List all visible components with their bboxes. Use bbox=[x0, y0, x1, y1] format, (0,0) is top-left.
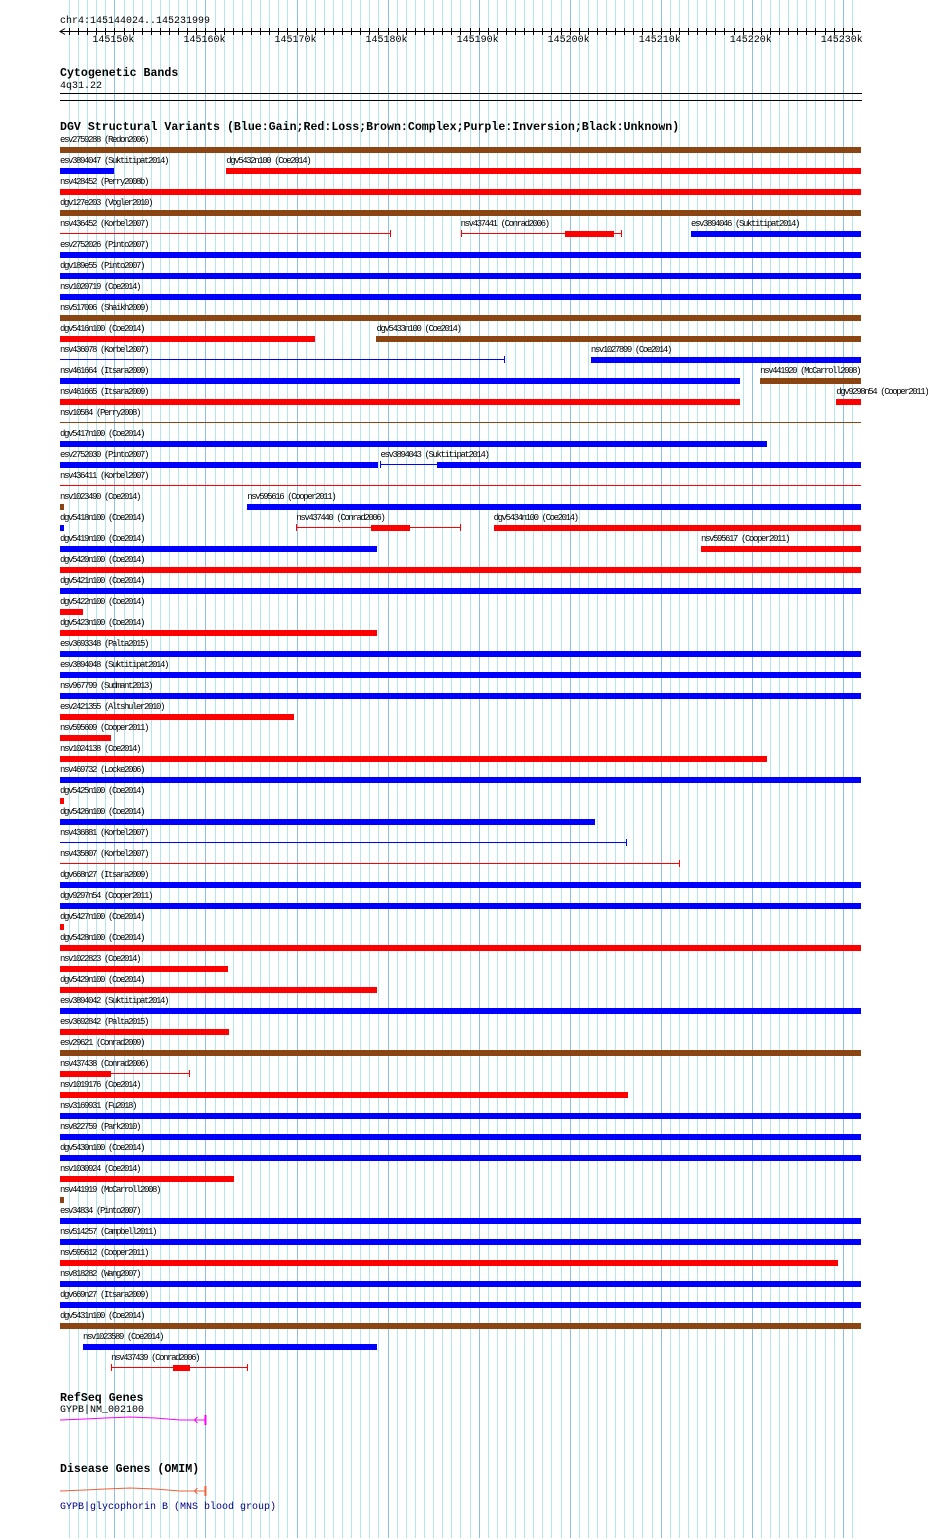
variant-label[interactable]: dgv5431n100 (Coe2014) bbox=[60, 1311, 145, 1321]
variant-label[interactable]: dgv5427n100 (Coe2014) bbox=[60, 912, 145, 922]
refseq-gene-label[interactable]: GYPB|NM_002100 bbox=[60, 1405, 145, 1416]
variant-bar[interactable] bbox=[60, 273, 861, 279]
variant-bar[interactable] bbox=[60, 672, 861, 678]
variant-label[interactable]: nsv1027899 (Coe2014) bbox=[590, 345, 671, 355]
variant-end-tick[interactable] bbox=[247, 1364, 248, 1371]
variant-end-tick[interactable] bbox=[296, 524, 297, 531]
variant-bar[interactable] bbox=[60, 693, 861, 699]
variant-bar[interactable] bbox=[376, 336, 861, 342]
variant-bar[interactable] bbox=[60, 1134, 861, 1140]
variant-label[interactable]: esv3894048 (Suktitipat2014) bbox=[60, 660, 169, 670]
variant-end-tick[interactable] bbox=[679, 860, 680, 867]
variant-label[interactable]: dgv5425n100 (Coe2014) bbox=[60, 786, 145, 796]
variant-bar[interactable] bbox=[60, 819, 595, 825]
variant-bar[interactable] bbox=[60, 399, 740, 405]
variant-bar[interactable] bbox=[60, 609, 83, 615]
variant-bar[interactable] bbox=[60, 945, 861, 951]
variant-label[interactable]: esv3894047 (Suktitipat2014) bbox=[60, 156, 169, 166]
variant-line[interactable] bbox=[60, 485, 861, 486]
variant-bar[interactable] bbox=[60, 336, 315, 342]
variant-bar[interactable] bbox=[60, 882, 861, 888]
variant-label[interactable]: dgv5417n100 (Coe2014) bbox=[60, 429, 145, 439]
variant-bar[interactable] bbox=[60, 966, 228, 972]
ruler-ticks bbox=[60, 28, 861, 35]
variant-label[interactable]: dgv9298n54 (Cooper2011) bbox=[836, 387, 928, 397]
variant-label[interactable]: nsv514257 (Campbell2011) bbox=[60, 1227, 157, 1237]
variant-bar[interactable] bbox=[60, 168, 114, 174]
variant-label[interactable]: dgv127e203 (Vogler2010) bbox=[60, 198, 153, 208]
ruler-tick-label: 145210k bbox=[638, 35, 681, 46]
variant-bar[interactable] bbox=[60, 714, 294, 720]
variant-label[interactable]: dgv5416n100 (Coe2014) bbox=[60, 324, 145, 334]
variant-bar[interactable] bbox=[60, 378, 740, 384]
variant-label[interactable]: dgv5432n100 (Coe2014) bbox=[226, 156, 311, 166]
variant-bar[interactable] bbox=[60, 756, 767, 762]
variant-label[interactable]: dgv5418n100 (Coe2014) bbox=[60, 513, 145, 523]
variant-label[interactable]: esv3894046 (Suktitipat2014) bbox=[690, 219, 799, 229]
variant-label[interactable]: esv2759288 (Redon2006) bbox=[60, 135, 149, 145]
variant-line[interactable] bbox=[60, 863, 680, 864]
variant-label[interactable]: nsv441919 (McCarroll2008) bbox=[60, 1185, 161, 1195]
variant-label[interactable]: nsv437440 (Conrad2006) bbox=[296, 513, 385, 523]
variant-end-tick[interactable] bbox=[189, 1070, 190, 1077]
variant-label[interactable]: dgv5433n100 (Coe2014) bbox=[376, 324, 461, 334]
variant-label[interactable]: nsv437438 (Conrad2006) bbox=[60, 1059, 149, 1069]
variant-bar[interactable] bbox=[60, 1092, 628, 1098]
variant-label[interactable]: nsv461665 (Itsara2009) bbox=[60, 387, 149, 397]
variant-label[interactable]: nsv822759 (Park2010) bbox=[60, 1122, 141, 1132]
variant-label[interactable]: nsv441920 (McCarroll2008) bbox=[760, 366, 861, 376]
variant-end-tick[interactable] bbox=[390, 230, 391, 237]
variant-bar[interactable] bbox=[60, 1281, 861, 1287]
dgv-track-title: DGV Structural Variants (Blue:Gain;Red:Loss;Brown:Complex;Purple:Inversion;Black:Unknown) bbox=[60, 121, 680, 134]
variant-bar[interactable] bbox=[565, 231, 614, 237]
variant-bar[interactable] bbox=[173, 1365, 190, 1371]
variant-label[interactable]: esv2752030 (Pinto2007) bbox=[60, 450, 149, 460]
ruler-tick-label: 145230k bbox=[820, 35, 863, 46]
variant-label[interactable]: nsv461664 (Itsara2009) bbox=[60, 366, 149, 376]
variant-bar[interactable] bbox=[371, 525, 409, 531]
refseq-gene-glyph[interactable] bbox=[0, 1410, 890, 1430]
variant-bar[interactable] bbox=[60, 315, 861, 321]
refseq-track-title: RefSeq Genes bbox=[60, 1392, 144, 1405]
variant-bar[interactable] bbox=[60, 1008, 861, 1014]
variant-bar[interactable] bbox=[60, 546, 377, 552]
variant-bar[interactable] bbox=[760, 378, 861, 384]
variant-label[interactable]: nsv437441 (Conrad2006) bbox=[460, 219, 549, 229]
variant-label[interactable]: esv3692842 (Palta2015) bbox=[60, 1017, 149, 1027]
variant-label[interactable]: dgv668n27 (Itsara2009) bbox=[60, 870, 149, 880]
variant-label[interactable]: nsv1024138 (Coe2014) bbox=[60, 744, 141, 754]
variant-end-tick[interactable] bbox=[461, 230, 462, 237]
variant-label[interactable]: nsv595609 (Cooper2011) bbox=[60, 723, 149, 733]
variant-label[interactable]: dgv5428n100 (Coe2014) bbox=[60, 933, 145, 943]
variant-label[interactable]: nsv435807 (Korbel2007) bbox=[60, 849, 149, 859]
variant-bar[interactable] bbox=[60, 903, 861, 909]
gene-exon bbox=[204, 1486, 206, 1496]
variant-label[interactable]: nsv436452 (Korbel2007) bbox=[60, 219, 149, 229]
variant-bar[interactable] bbox=[60, 1323, 861, 1329]
variant-bar[interactable] bbox=[60, 147, 861, 153]
variant-line[interactable] bbox=[60, 233, 391, 234]
variant-label[interactable]: esv29621 (Conrad2009) bbox=[60, 1038, 145, 1048]
variant-bar[interactable] bbox=[60, 1197, 64, 1203]
variant-label[interactable]: dgv9297n54 (Cooper2011) bbox=[60, 891, 153, 901]
variant-bar[interactable] bbox=[60, 294, 861, 300]
variant-label[interactable]: esv3894042 (Suktitipat2014) bbox=[60, 996, 169, 1006]
location-label: chr4:145144024..145231999 bbox=[60, 16, 211, 27]
ruler-tick-label: 145190k bbox=[456, 35, 499, 46]
variant-line[interactable] bbox=[60, 359, 505, 360]
cytoband-label[interactable]: 4q31.22 bbox=[60, 81, 103, 92]
variant-bar[interactable] bbox=[60, 1155, 861, 1161]
variant-bar[interactable] bbox=[494, 525, 861, 531]
variant-bar[interactable] bbox=[60, 735, 111, 741]
variant-line[interactable] bbox=[60, 842, 627, 843]
variant-label[interactable]: dgv5419n100 (Coe2014) bbox=[60, 534, 145, 544]
variant-label[interactable]: nsv1022823 (Coe2014) bbox=[60, 954, 141, 964]
variant-label[interactable]: nsv1020719 (Coe2014) bbox=[60, 282, 141, 292]
variant-end-tick[interactable] bbox=[621, 230, 622, 237]
variant-label[interactable]: nsv428452 (Perry2008b) bbox=[60, 177, 149, 187]
variant-bar[interactable] bbox=[60, 1029, 229, 1035]
cytoband-line bbox=[60, 93, 862, 94]
ruler-tick-label: 145170k bbox=[274, 35, 317, 46]
variant-label[interactable]: dgv5434n100 (Coe2014) bbox=[493, 513, 578, 523]
variant-bar[interactable] bbox=[60, 1239, 861, 1245]
variant-label[interactable]: esv2752026 (Pinto2007) bbox=[60, 240, 149, 250]
variant-label[interactable]: dgv5429n100 (Coe2014) bbox=[60, 975, 145, 985]
variant-label[interactable]: nsv517006 (Shaikh2009) bbox=[60, 303, 149, 313]
variant-bar[interactable] bbox=[60, 210, 861, 216]
variant-label[interactable]: nsv3169931 (Fu2018) bbox=[60, 1101, 137, 1111]
variant-label[interactable]: nsv469732 (Locke2006) bbox=[60, 765, 145, 775]
variant-bar[interactable] bbox=[60, 588, 861, 594]
variant-bar[interactable] bbox=[60, 525, 64, 531]
variant-bar[interactable] bbox=[60, 441, 767, 447]
omim-gene-glyph[interactable] bbox=[0, 1481, 890, 1501]
ruler-tick-label: 145200k bbox=[547, 35, 590, 46]
variant-label[interactable]: dgv5422n100 (Coe2014) bbox=[60, 597, 145, 607]
variant-label[interactable]: dgv189e55 (Pinto2007) bbox=[60, 261, 145, 271]
variant-bar[interactable] bbox=[60, 1218, 861, 1224]
variant-label[interactable]: esv3693348 (Palta2015) bbox=[60, 639, 149, 649]
variant-label[interactable]: dgv5430n100 (Coe2014) bbox=[60, 1143, 145, 1153]
omim-track-title: Disease Genes (OMIM) bbox=[60, 1463, 200, 1476]
variant-label[interactable]: nsv436411 (Korbel2007) bbox=[60, 471, 149, 481]
variant-bar[interactable] bbox=[247, 504, 861, 510]
variant-label[interactable]: nsv595612 (Cooper2011) bbox=[60, 1248, 149, 1258]
variant-bar[interactable] bbox=[60, 189, 861, 195]
variant-label[interactable]: nsv1023490 (Coe2014) bbox=[60, 492, 141, 502]
variant-bar[interactable] bbox=[691, 231, 861, 237]
variant-label[interactable]: nsv1030924 (Coe2014) bbox=[60, 1164, 141, 1174]
variant-end-tick[interactable] bbox=[380, 461, 381, 468]
ruler-tick-label: 145150k bbox=[92, 35, 135, 46]
ruler-tick-label: 145180k bbox=[365, 35, 408, 46]
variant-label[interactable]: esv2421355 (Altshuler2010) bbox=[60, 702, 165, 712]
variant-label[interactable]: dgv5426n100 (Coe2014) bbox=[60, 807, 145, 817]
variant-label[interactable]: dgv5423n100 (Coe2014) bbox=[60, 618, 145, 628]
variant-bar[interactable] bbox=[60, 630, 377, 636]
variant-bar[interactable] bbox=[60, 798, 64, 804]
variant-label[interactable]: nsv1019176 (Coe2014) bbox=[60, 1080, 141, 1090]
variant-label[interactable]: nsv595616 (Cooper2011) bbox=[247, 492, 336, 502]
variant-bar[interactable] bbox=[60, 1050, 861, 1056]
variant-bar[interactable] bbox=[83, 1344, 377, 1350]
ruler-tick-label: 145160k bbox=[183, 35, 226, 46]
ruler-tick-label: 145220k bbox=[729, 35, 772, 46]
variant-bar[interactable] bbox=[60, 1260, 838, 1266]
variant-label[interactable]: nsv967799 (Sudmant2013) bbox=[60, 681, 153, 691]
variant-bar[interactable] bbox=[591, 357, 861, 363]
variant-bar[interactable] bbox=[60, 1071, 111, 1077]
omim-gene-label[interactable]: GYPB|glycophorin B (MNS blood group) bbox=[60, 1502, 277, 1513]
variant-bar[interactable] bbox=[60, 252, 861, 258]
variant-label[interactable]: esv34834 (Pinto2007) bbox=[60, 1206, 141, 1216]
variant-label[interactable]: nsv818282 (Wang2007) bbox=[60, 1269, 141, 1279]
variant-bar[interactable] bbox=[60, 777, 861, 783]
variant-label[interactable]: nsv595617 (Cooper2011) bbox=[700, 534, 789, 544]
variant-end-tick[interactable] bbox=[504, 356, 505, 363]
variant-label[interactable]: dgv669n27 (Itsara2009) bbox=[60, 1290, 149, 1300]
track-divider bbox=[60, 100, 862, 101]
variant-bar[interactable] bbox=[60, 462, 378, 468]
variant-end-tick[interactable] bbox=[626, 839, 627, 846]
variant-line[interactable] bbox=[60, 422, 861, 423]
variant-bar[interactable] bbox=[60, 1302, 861, 1308]
variant-bar[interactable] bbox=[60, 1176, 234, 1182]
gene-intron-line bbox=[60, 1488, 205, 1494]
variant-label[interactable]: nsv437439 (Conrad2006) bbox=[111, 1353, 200, 1363]
variant-bar[interactable] bbox=[60, 987, 377, 993]
gene-intron-line bbox=[60, 1417, 205, 1423]
variant-label[interactable]: nsv436881 (Korbel2007) bbox=[60, 828, 149, 838]
variant-bar[interactable] bbox=[60, 924, 64, 930]
variant-bar[interactable] bbox=[836, 399, 861, 405]
variant-label[interactable]: nsv10584 (Perry2008) bbox=[60, 408, 141, 418]
variant-bar[interactable] bbox=[60, 567, 861, 573]
variant-bar[interactable] bbox=[437, 462, 861, 468]
variant-end-tick[interactable] bbox=[460, 524, 461, 531]
variant-bar[interactable] bbox=[60, 651, 861, 657]
variant-label[interactable]: esv3894043 (Suktitipat2014) bbox=[380, 450, 489, 460]
gene-exon bbox=[204, 1415, 206, 1425]
variant-bar[interactable] bbox=[60, 504, 64, 510]
variant-bar[interactable] bbox=[60, 1113, 861, 1119]
variant-bar[interactable] bbox=[701, 546, 861, 552]
variant-label[interactable]: nsv436078 (Korbel2007) bbox=[60, 345, 149, 355]
variant-label[interactable]: dgv5420n100 (Coe2014) bbox=[60, 555, 145, 565]
variant-label[interactable]: nsv1023589 (Coe2014) bbox=[83, 1332, 164, 1342]
variant-end-tick[interactable] bbox=[111, 1364, 112, 1371]
cytoband-track-title: Cytogenetic Bands bbox=[60, 67, 179, 80]
variant-label[interactable]: dgv5421n100 (Coe2014) bbox=[60, 576, 145, 586]
variant-bar[interactable] bbox=[226, 168, 861, 174]
